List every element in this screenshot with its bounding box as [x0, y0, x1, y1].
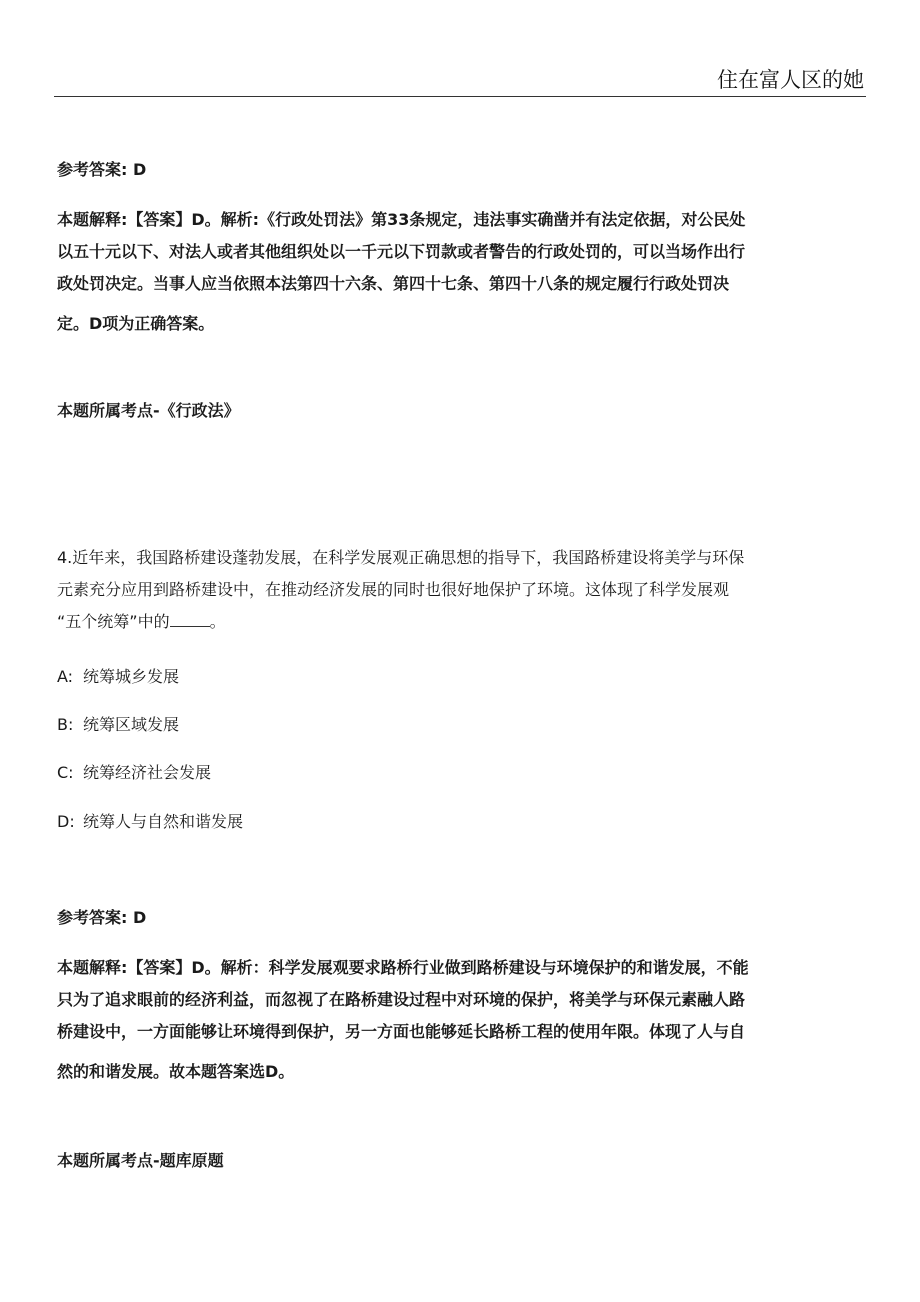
q3-answer: 参考答案: D — [57, 160, 147, 179]
q4-stem-tail: 。 — [209, 612, 226, 631]
q3-explanation — [57, 204, 857, 340]
option-letter: B: — [57, 715, 74, 734]
option-letter: D: — [57, 812, 75, 831]
q4-explanation-line: 只为了追求眼前的经济利益，而忽视了在路桥建设过程中对环境的保护，将美学与环保元素融人路 — [57, 990, 746, 1009]
answer-blank — [170, 610, 210, 627]
q4-topic: 本题所属考点-题库原题 — [57, 1151, 224, 1170]
q4-stem — [57, 542, 857, 638]
q4-option-c — [57, 762, 211, 784]
option-text: 统筹经济社会发展 — [83, 763, 212, 782]
q3-topic: 本题所属考点-《行政法》 — [57, 401, 240, 420]
q4-stem-line: 元素充分应用到路桥建设中，在推动经济发展的同时也很好地保护了环境。这体现了科学发展观 — [57, 580, 730, 599]
q4-explanation-line: 桥建设中，一方面能够让环境得到保护，另一方面也能够延长路桥工程的使用年限。体现了人与自 — [57, 1022, 746, 1041]
option-text: 统筹人与自然和谐发展 — [83, 812, 244, 831]
q4-stem-text: “五个统筹”中的 — [57, 612, 170, 631]
page-header-title: 住在富人区的她 — [717, 68, 864, 92]
q4-option-a — [57, 666, 179, 688]
q4-explanation-line: 本题解释:【答案】D。解析：科学发展观要求路桥行业做到路桥建设与环境保护的和谐发展，不能 — [57, 958, 749, 977]
q3-explanation-line: 本题解释:【答案】D。解析:《行政处罚法》第33条规定，违法事实确凿并有法定依据，对公民处 — [57, 210, 746, 229]
option-letter: C: — [57, 763, 74, 782]
option-text: 统筹城乡发展 — [83, 667, 180, 686]
q4-explanation — [57, 952, 857, 1088]
q3-explanation-line: 以五十元以下、对法人或者其他组织处以一千元以下罚款或者警告的行政处罚的，可以当场作出行 — [57, 242, 746, 261]
q4-option-d — [57, 811, 243, 833]
q4-explanation-line: 然的和谐发展。故本题答案选D。 — [57, 1062, 295, 1081]
option-letter: A: — [57, 667, 74, 686]
q4-option-b — [57, 714, 179, 736]
header-divider — [54, 96, 866, 97]
q4-stem-line-last — [57, 606, 857, 638]
q4-stem-line: 4.近年来，我国路桥建设蓬勃发展，在科学发展观正确思想的指导下，我国路桥建设将美学与环保 — [57, 548, 745, 567]
q3-explanation-line: 定。D项为正确答案。 — [57, 314, 215, 333]
q4-answer: 参考答案: D — [57, 908, 147, 927]
option-text: 统筹区域发展 — [83, 715, 180, 734]
q3-explanation-line: 政处罚决定。当事人应当依照本法第四十六条、第四十七条、第四十八条的规定履行行政处罚决 — [57, 274, 730, 293]
